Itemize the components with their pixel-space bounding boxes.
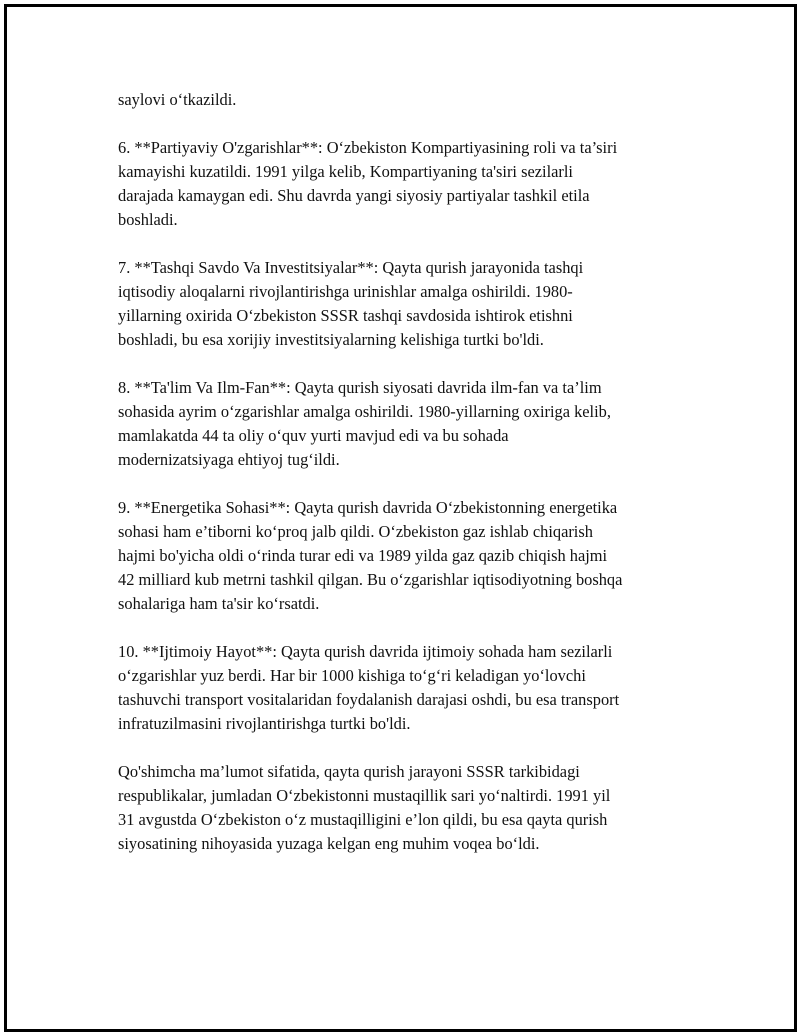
paragraph-item-7: 7. **Tashqi Savdo Va Investitsiyalar**: Qayta qurish jarayonida tashqi iqtisodiy aloqalarni rivojlantirishga urinishlar amalga oshirildi. 1980- yillarning oxirida O‘zbekiston SSSR tashqi savdosida ishtirok etishni boshladi, bu esa xorijiy investitsiyalarning kelishiga turtki bo'ldi. xyxy=(118,258,584,349)
paragraph-continuation: saylovi o‘tkazildi. xyxy=(118,90,237,109)
paragraph-item-6: 6. **Partiyaviy O'zgarishlar**: O‘zbekiston Kompartiyasining roli va ta’siri kamayishi kuzatildi. 1991 yilga kelib, Kompartiyaning ta'siri sezilarli darajada kamaygan edi. Shu davrda yangi siyosiy partiyalar tashkil etila boshladi. xyxy=(118,138,618,229)
paragraph-conclusion: Qo'shimcha ma’lumot sifatida, qayta qurish jarayoni SSSR tarkibidagi respublikalar, jumladan O‘zbekistonni mustaqillik sari yo‘naltirdi. 1991 yil 31 avgustda O‘zbekiston o‘z mustaqilligini e’lon qildi, bu esa qayta qurish siyosatining nihoyasida yuzaga kelgan eng muhim voqea bo‘ldi. xyxy=(118,762,611,853)
paragraph-item-8: 8. **Ta'lim Va Ilm-Fan**: Qayta qurish siyosati davrida ilm-fan va ta’lim sohasida ayrim o‘zgarishlar amalga oshirildi. 1980-yillarning oxiriga kelib, mamlakatda 44 ta oliy o‘quv yurti mavjud edi va bu sohada modernizatsiyaga ehtiyoj tug‘ildi. xyxy=(118,378,611,469)
paragraph-item-9: 9. **Energetika Sohasi**: Qayta qurish davrida O‘zbekistonning energetika sohasi ham e’tiborni ko‘proq jalb qildi. O‘zbekiston gaz ishlab chiqarish hajmi bo'yicha oldi o‘rinda turar edi va 1989 yilda gaz qazib chiqish hajmi 42 milliard kub metrni tashkil qilgan. Bu o‘zgarishlar iqtisodiyotning boshqa sohalariga ham ta'sir ko‘rsatdi. xyxy=(118,498,623,613)
document-body xyxy=(118,88,703,880)
paragraph-item-10: 10. **Ijtimoiy Hayot**: Qayta qurish davrida ijtimoiy sohada ham sezilarli o‘zgarishlar yuz berdi. Har bir 1000 kishiga to‘g‘ri keladigan yo‘lovchi tashuvchi transport vositalaridan foydalanish darajasi oshdi, bu esa transport infratuzilmasini rivojlantirishga turtki bo'ldi. xyxy=(118,642,620,733)
